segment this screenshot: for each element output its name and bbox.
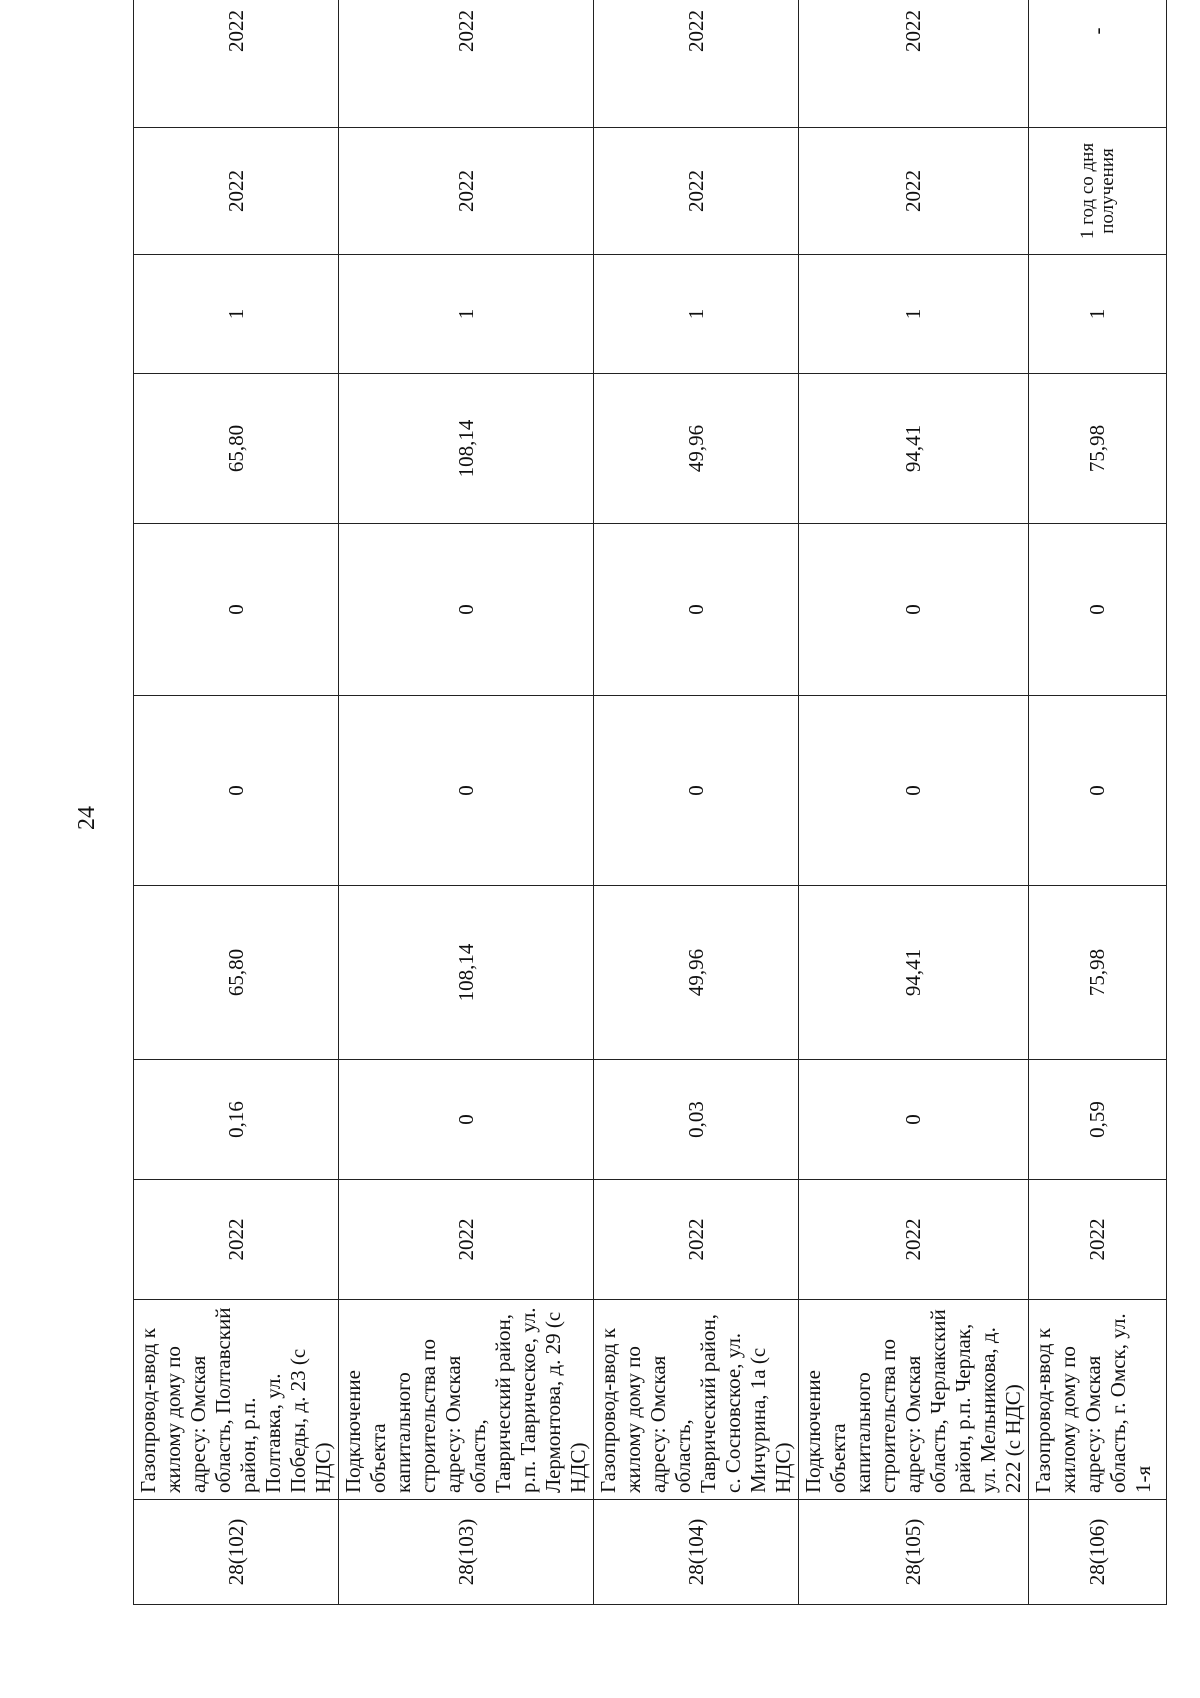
- page-number: 24: [74, 806, 100, 830]
- row-id: 28(102): [134, 1500, 339, 1605]
- cell-a: 0: [339, 696, 594, 886]
- rotated-table-wrapper: [133, 10, 1155, 1605]
- row-id: 28(104): [594, 1500, 799, 1605]
- cell-year: 2022: [594, 1180, 799, 1300]
- cell-end: 2022: [339, 0, 594, 128]
- cell-c: 75,98: [1029, 374, 1167, 524]
- cell-start: 1 год со дня получения: [1029, 128, 1167, 255]
- cell-b: 0: [1029, 524, 1167, 696]
- cell-year: 2022: [134, 1180, 339, 1300]
- row-description: Подключение объекта капитального строительства по адресу: Омская область, Черлакский район, р.п. Черлак, ул. Мельникова, д. 222 (с НДС): [799, 1300, 1029, 1500]
- cell-count: 1: [594, 255, 799, 374]
- cell-year: 2022: [799, 1180, 1029, 1300]
- cell-total: 94,41: [799, 886, 1029, 1060]
- cell-end: -: [1029, 0, 1167, 128]
- cell-start: 2022: [134, 128, 339, 255]
- cell-a: 0: [134, 696, 339, 886]
- cell-c: 49,96: [594, 374, 799, 524]
- cell-count: 1: [799, 255, 1029, 374]
- cell-year: 2022: [1029, 1180, 1167, 1300]
- cell-b: 0: [799, 524, 1029, 696]
- cell-c: 65,80: [134, 374, 339, 524]
- projects-table: [133, 0, 1167, 1605]
- cell-c: 108,14: [339, 374, 594, 524]
- cell-b: 0: [339, 524, 594, 696]
- row-description: Подключение объекта капитального строительства по адресу: Омская область, Таврический район, р.п. Таврическое, ул. Лермонтова, д. 29 (с НДС): [339, 1300, 594, 1500]
- table-row: [339, 0, 594, 1605]
- cell-length: 0,03: [594, 1060, 799, 1180]
- cell-start: 2022: [799, 128, 1029, 255]
- cell-total: 65,80: [134, 886, 339, 1060]
- table-row: [799, 0, 1029, 1605]
- row-description: Газопровод-ввод к жилому дому по адресу: Омская область, Таврический район, с. Сосновское, ул. Мичурина, 1а (с НДС): [594, 1300, 799, 1500]
- row-id: 28(105): [799, 1500, 1029, 1605]
- cell-year: 2022: [339, 1180, 594, 1300]
- table-row: [134, 0, 339, 1605]
- cell-end: 2022: [594, 0, 799, 128]
- cell-end: 2022: [134, 0, 339, 128]
- cell-count: 1: [339, 255, 594, 374]
- cell-b: 0: [134, 524, 339, 696]
- cell-length: 0,16: [134, 1060, 339, 1180]
- row-id: 28(103): [339, 1500, 594, 1605]
- cell-length: 0: [799, 1060, 1029, 1180]
- cell-start: 2022: [594, 128, 799, 255]
- row-id: 28(106): [1029, 1500, 1167, 1605]
- cell-a: 0: [1029, 696, 1167, 886]
- cell-total: 108,14: [339, 886, 594, 1060]
- cell-a: 0: [799, 696, 1029, 886]
- cell-count: 1: [134, 255, 339, 374]
- cell-count: 1: [1029, 255, 1167, 374]
- cell-start: 2022: [339, 128, 594, 255]
- row-description: Газопровод-ввод к жилому дому по адресу: Омская область, г. Омск, ул. 1-я: [1029, 1300, 1167, 1500]
- cell-total: 75,98: [1029, 886, 1167, 1060]
- cell-end: 2022: [799, 0, 1029, 128]
- cell-a: 0: [594, 696, 799, 886]
- row-description: Газопровод-ввод к жилому дому по адресу: Омская область, Полтавский район, р.п. Полтавка, ул. Победы, д. 23 (с НДС): [134, 1300, 339, 1500]
- cell-c: 94,41: [799, 374, 1029, 524]
- cell-length: 0,59: [1029, 1060, 1167, 1180]
- table-row: [594, 0, 799, 1605]
- cell-length: 0: [339, 1060, 594, 1180]
- cell-b: 0: [594, 524, 799, 696]
- cell-total: 49,96: [594, 886, 799, 1060]
- table-row: [1029, 0, 1167, 1605]
